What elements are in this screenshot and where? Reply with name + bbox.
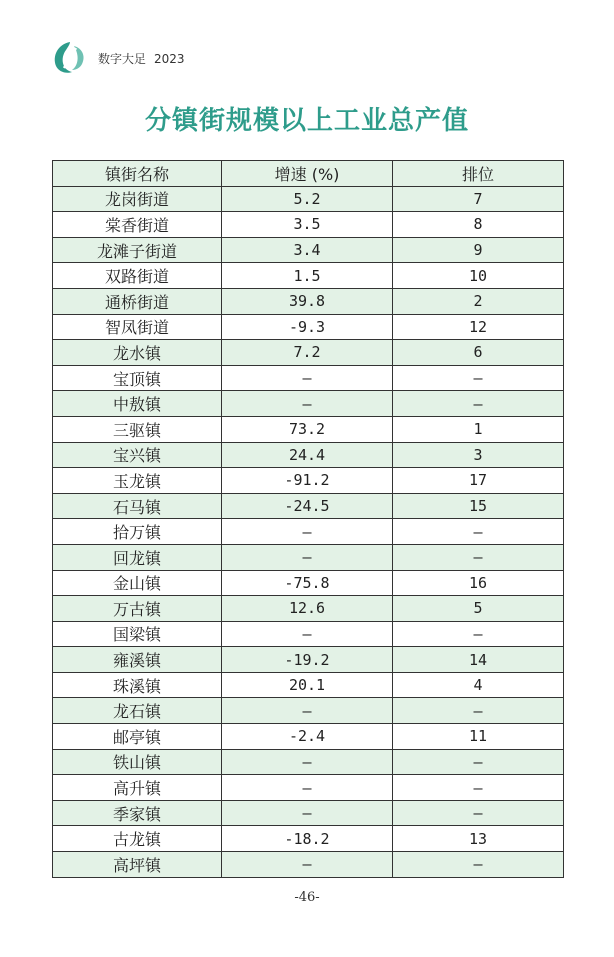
- cell-rank: 8: [393, 212, 564, 238]
- cell-growth: 3.5: [222, 212, 393, 238]
- cell-rank: 9: [393, 237, 564, 263]
- cell-rank: 1: [393, 416, 564, 442]
- cell-rank: 11: [393, 724, 564, 750]
- cell-name: 高升镇: [53, 775, 222, 801]
- table-row: [53, 212, 564, 238]
- cell-rank: 6: [393, 340, 564, 366]
- cell-name: 拾万镇: [53, 519, 222, 545]
- cell-growth: —: [222, 749, 393, 775]
- table-row: [53, 647, 564, 673]
- cell-growth: 12.6: [222, 596, 393, 622]
- cell-name: 邮亭镇: [53, 724, 222, 750]
- table-row: [53, 852, 564, 878]
- cell-rank: —: [393, 391, 564, 417]
- cell-growth: -75.8: [222, 570, 393, 596]
- table-row: [53, 672, 564, 698]
- cell-growth: —: [222, 519, 393, 545]
- cell-growth: —: [222, 775, 393, 801]
- table-row: [53, 391, 564, 417]
- cell-rank: —: [393, 775, 564, 801]
- cell-rank: 3: [393, 442, 564, 468]
- cell-rank: —: [393, 800, 564, 826]
- cell-rank: 10: [393, 263, 564, 289]
- table-row: [53, 775, 564, 801]
- cell-name: 中敖镇: [53, 391, 222, 417]
- table-row: [53, 596, 564, 622]
- cell-rank: —: [393, 544, 564, 570]
- cell-growth: 5.2: [222, 186, 393, 212]
- table-row: [53, 416, 564, 442]
- table-row: [53, 544, 564, 570]
- table-row: [53, 800, 564, 826]
- cell-name: 金山镇: [53, 570, 222, 596]
- cell-growth: 3.4: [222, 237, 393, 263]
- page-title: 分镇街规模以上工业总产值: [144, 106, 469, 136]
- table-row: [53, 288, 564, 314]
- cell-name: 珠溪镇: [53, 672, 222, 698]
- page-header: [50, 38, 193, 78]
- cell-rank: —: [393, 365, 564, 391]
- table-row: [53, 237, 564, 263]
- cell-growth: —: [222, 800, 393, 826]
- table-row: [53, 749, 564, 775]
- cell-name: 玉龙镇: [53, 468, 222, 494]
- cell-name: 石马镇: [53, 493, 222, 519]
- cell-rank: 13: [393, 826, 564, 852]
- table-header-row: [53, 161, 564, 187]
- cell-growth: —: [222, 391, 393, 417]
- cell-rank: 15: [393, 493, 564, 519]
- cell-growth: -9.3: [222, 314, 393, 340]
- column-header: 镇街名称: [53, 161, 222, 187]
- cell-growth: 24.4: [222, 442, 393, 468]
- table-row: [53, 365, 564, 391]
- cell-name: 智凤街道: [53, 314, 222, 340]
- table-row: [53, 340, 564, 366]
- table-row: [53, 724, 564, 750]
- table-row: [53, 468, 564, 494]
- cell-growth: 7.2: [222, 340, 393, 366]
- column-header: 增速 (%): [222, 161, 393, 187]
- cell-name: 铁山镇: [53, 749, 222, 775]
- cell-rank: 14: [393, 647, 564, 673]
- table-row: [53, 493, 564, 519]
- cell-name: 三驱镇: [53, 416, 222, 442]
- cell-growth: —: [222, 621, 393, 647]
- cell-growth: —: [222, 698, 393, 724]
- table-row: [53, 519, 564, 545]
- cell-name: 万古镇: [53, 596, 222, 622]
- cell-growth: -19.2: [222, 647, 393, 673]
- cell-name: 龙滩子街道: [53, 237, 222, 263]
- cell-name: 宝顶镇: [53, 365, 222, 391]
- cell-name: 高坪镇: [53, 852, 222, 878]
- cell-rank: 4: [393, 672, 564, 698]
- cell-name: 雍溪镇: [53, 647, 222, 673]
- table-row: [53, 570, 564, 596]
- cell-name: 古龙镇: [53, 826, 222, 852]
- header-brand: 数字大足: [98, 51, 147, 66]
- cell-name: 棠香街道: [53, 212, 222, 238]
- cell-rank: 5: [393, 596, 564, 622]
- table-row: [53, 442, 564, 468]
- column-header: 排位: [393, 161, 564, 187]
- table-row: [53, 826, 564, 852]
- cell-name: 回龙镇: [53, 544, 222, 570]
- cell-name: 通桥街道: [53, 288, 222, 314]
- cell-name: 龙岗街道: [53, 186, 222, 212]
- data-table: [52, 160, 564, 878]
- cell-growth: -24.5: [222, 493, 393, 519]
- cell-growth: -18.2: [222, 826, 393, 852]
- cell-name: 龙水镇: [53, 340, 222, 366]
- table-row: [53, 186, 564, 212]
- cell-name: 龙石镇: [53, 698, 222, 724]
- header-year: 2023: [154, 51, 185, 66]
- table-row: [53, 698, 564, 724]
- cell-name: 宝兴镇: [53, 442, 222, 468]
- cell-rank: 17: [393, 468, 564, 494]
- cell-rank: 2: [393, 288, 564, 314]
- cell-name: 双路街道: [53, 263, 222, 289]
- cell-growth: -91.2: [222, 468, 393, 494]
- page-number: -46-: [294, 890, 320, 905]
- cell-rank: —: [393, 749, 564, 775]
- cell-growth: 20.1: [222, 672, 393, 698]
- cell-name: 季家镇: [53, 800, 222, 826]
- cell-growth: -2.4: [222, 724, 393, 750]
- table-row: [53, 314, 564, 340]
- cell-growth: —: [222, 544, 393, 570]
- cell-rank: —: [393, 852, 564, 878]
- cell-rank: 7: [393, 186, 564, 212]
- logo-icon: [50, 38, 90, 78]
- cell-rank: —: [393, 698, 564, 724]
- cell-rank: —: [393, 621, 564, 647]
- table-row: [53, 263, 564, 289]
- table-row: [53, 621, 564, 647]
- cell-growth: —: [222, 365, 393, 391]
- cell-rank: —: [393, 519, 564, 545]
- cell-growth: 1.5: [222, 263, 393, 289]
- cell-rank: 16: [393, 570, 564, 596]
- cell-name: 国梁镇: [53, 621, 222, 647]
- cell-growth: 73.2: [222, 416, 393, 442]
- cell-growth: —: [222, 852, 393, 878]
- cell-growth: 39.8: [222, 288, 393, 314]
- cell-rank: 12: [393, 314, 564, 340]
